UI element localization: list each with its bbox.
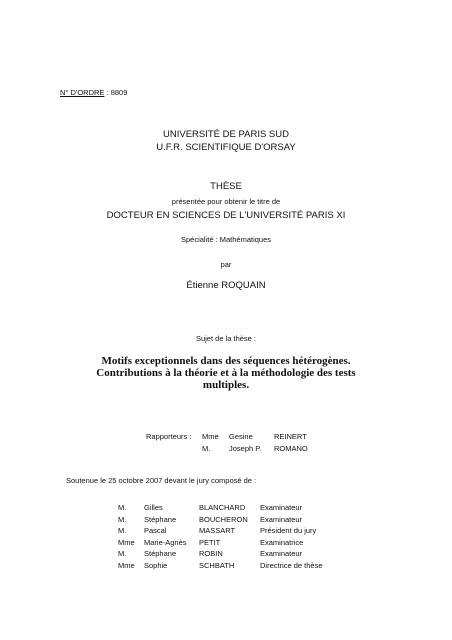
jury-last-name: PETIT xyxy=(199,537,221,547)
defense-statement: Soutenue le 25 octobre 2007 devant le jury composé de : xyxy=(66,476,257,485)
table-row xyxy=(118,561,323,573)
table-row xyxy=(118,549,323,561)
order-number-value: 8809 xyxy=(110,88,128,97)
rapporteur-title: M. xyxy=(202,443,211,453)
table-row xyxy=(118,515,323,527)
jury-title: M. xyxy=(118,549,127,558)
table-row xyxy=(118,538,323,550)
rapporteurs-label: Rapporteurs : xyxy=(146,432,192,441)
jury-role: Examinatrice xyxy=(260,537,304,547)
table-row xyxy=(146,432,308,444)
thesis-title-line: Motifs exceptionnels dans des séquences hétérogènes. xyxy=(101,355,351,367)
by-text: par xyxy=(220,260,232,269)
jury-first-name: Marie-Agnès xyxy=(144,537,187,547)
order-number xyxy=(60,88,127,97)
jury-last-name: BOUCHERON xyxy=(199,514,248,524)
university-name: UNIVERSITÉ DE PARIS SUD xyxy=(163,129,289,140)
jury-role: Examinateur xyxy=(260,514,303,524)
order-number-label: N° D'ORDRE xyxy=(60,88,105,97)
subject-label: Sujet de la thèse : xyxy=(195,334,257,343)
jury-last-name: MASSART xyxy=(199,526,236,535)
jury-first-name: Sophie xyxy=(144,560,168,570)
jury-role: Directrice de thèse xyxy=(260,560,323,570)
jury-first-name: Stéphane xyxy=(144,514,177,524)
rapporteur-first-name: Gesine xyxy=(229,432,253,441)
table-row xyxy=(146,444,308,456)
presented-text: présentée pour obtenir le titre de xyxy=(171,197,281,206)
jury-title: M. xyxy=(118,503,127,512)
jury-title: Mme xyxy=(118,537,135,547)
jury-title: Mme xyxy=(118,560,135,570)
rapporteur-last-name: REINERT xyxy=(274,432,307,441)
jury-list xyxy=(118,503,323,572)
jury-title: M. xyxy=(118,514,127,524)
rapporteur-first-name: Joseph P. xyxy=(229,443,262,453)
rapporteur-title: Mme xyxy=(202,432,219,441)
thesis-title xyxy=(0,355,452,391)
order-number-separator: : xyxy=(104,88,111,97)
jury-role: Examinateur xyxy=(260,549,303,558)
jury-last-name: BLANCHARD xyxy=(199,503,246,512)
specialty: Spécialité : Mathématiques xyxy=(180,235,272,244)
jury-last-name: SCHBATH xyxy=(199,560,235,570)
jury-first-name: Gilles xyxy=(144,503,163,512)
jury-title: M. xyxy=(118,526,127,535)
jury-first-name: Stéphane xyxy=(144,549,177,558)
author-name: Étienne ROQUAIN xyxy=(186,280,266,291)
table-row xyxy=(118,503,323,515)
table-row xyxy=(118,526,323,538)
rapporteur-last-name: ROMANO xyxy=(274,443,308,453)
jury-role: Examinateur xyxy=(260,503,303,512)
jury-first-name: Pascal xyxy=(144,526,167,535)
jury-last-name: ROBIN xyxy=(199,549,223,558)
rapporteurs-block xyxy=(146,432,308,455)
jury-role: Président du jury xyxy=(260,526,317,535)
degree-title: DOCTEUR EN SCIENCES DE L'UNIVERSITÉ PARIS XI xyxy=(106,210,346,221)
thesis-heading: THÈSE xyxy=(210,181,242,192)
thesis-title-line: Contributions à la théorie et à la méthodologie des tests xyxy=(96,367,356,379)
faculty-name: U.F.R. SCIENTIFIQUE D'ORSAY xyxy=(156,142,296,153)
thesis-title-line: multiples. xyxy=(202,379,250,391)
